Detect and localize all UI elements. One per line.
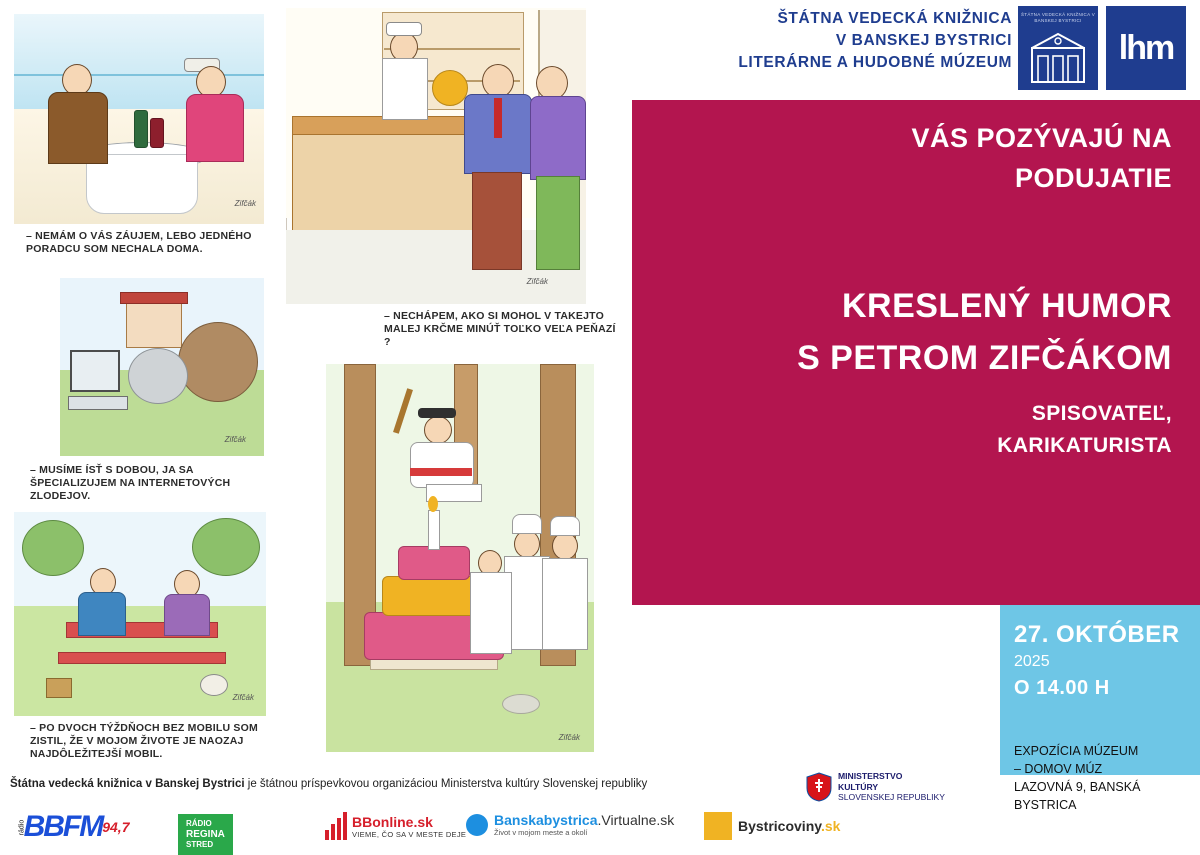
- event-subtitle-line-2: KARIKATURISTA: [997, 434, 1172, 457]
- chef-body-3: [470, 572, 512, 654]
- cartoon-dog-caption: – MUSÍME ÍSŤ S DOBOU, JA SA ŠPECIALIZUJEM NA INTERNETOVÝCH ZLODEJOV.: [30, 464, 231, 502]
- institution-line-2: V BANSKEJ BYSTRICI: [835, 32, 1012, 49]
- lhm-logo-text: lhm: [1118, 28, 1174, 67]
- robber-hat: [418, 408, 456, 418]
- cartoon-bar: [286, 8, 586, 304]
- chef-hat-2: [550, 516, 580, 536]
- invitation-panel: [632, 100, 1200, 605]
- woman-head: [536, 66, 568, 100]
- event-time: O 14.00 H: [1014, 677, 1110, 699]
- chef-hat-1: [512, 514, 542, 534]
- tree-left: [22, 520, 84, 576]
- bystricoviny-mark-icon: [704, 812, 732, 840]
- slovak-coat-of-arms-icon: [806, 772, 832, 802]
- dog-small: [128, 348, 188, 404]
- cartoon-bar-caption: – NECHÁPEM, AKO SI MOHOL V TAKEJTO MALEJ KRČME MINÚŤ TOĽKO VEĽA PEŇAZÍ ?: [384, 310, 616, 348]
- cartoon-signature: Zifčák: [526, 277, 548, 286]
- bbonline-tagline: VIEME, ČO SA V MESTE DEJE: [352, 829, 467, 839]
- robber-head: [424, 416, 452, 444]
- robber-belt: [410, 468, 472, 476]
- bbfm-name: BBFM: [23, 810, 103, 843]
- cartoon-signature: Zifčák: [234, 199, 256, 208]
- cartoon-restaurant-caption: – NEMÁM O VÁS ZÁUJEM, LEBO JEDNÉHO PORADCU SOM NECHALA DOMA.: [26, 230, 252, 255]
- event-subtitle: [632, 398, 1172, 462]
- organizer-name: Štátna vedecká knižnica v Banskej Bystrici: [10, 778, 245, 790]
- logo-group: [1018, 6, 1186, 90]
- virtualne-name: [494, 812, 674, 828]
- candle-flame: [428, 496, 438, 512]
- woman-body: [186, 94, 244, 162]
- lhm-logo: [1106, 6, 1186, 90]
- ministry-text: [838, 771, 945, 803]
- wine-bottle-second: [150, 118, 164, 148]
- woman-coat: [530, 96, 586, 180]
- regina-line-2: REGINA: [186, 829, 225, 840]
- bystricoviny-name-main: Bystricoviny: [738, 818, 821, 834]
- cartoon-bench-caption: – PO DVOCH TÝŽDŇOCH BEZ MOBILU SOM ZISTIL, ŽE V MOJOM ŽIVOTE JE NAOZAJ NAJDÔLEŽITEJŠÍ MOBIL.: [30, 722, 258, 760]
- customer-head: [482, 64, 514, 98]
- poster-header: [632, 0, 1200, 100]
- organizer-rest: je štátnou príspevkovou organizáciou Ministerstva kultúry Slovenskej republiky: [244, 778, 648, 790]
- regina-line-3: STRED: [186, 840, 214, 849]
- ministry-line-2: KULTÚRY: [838, 781, 879, 792]
- event-date: 27. OKTÓBER: [1014, 621, 1180, 648]
- chef-head-2: [552, 532, 578, 560]
- bystricoviny-name-suffix: .sk: [821, 818, 841, 834]
- ministry-logo: [806, 770, 986, 804]
- bag: [46, 678, 72, 698]
- venue-line-2: – DOMOV MÚZ: [1014, 762, 1103, 776]
- institution-line-3: LITERÁRNE A HUDOBNÉ MÚZEUM: [738, 54, 1012, 71]
- cartoon-signature: Zifčák: [558, 733, 580, 742]
- regina-line-1: RÁDIO: [186, 819, 212, 828]
- institution-line-1: ŠTÁTNA VEDECKÁ KNIŽNICA: [777, 10, 1012, 27]
- customer-legs: [472, 172, 522, 270]
- event-title: [632, 280, 1172, 384]
- man-body: [78, 592, 126, 636]
- sponsor-banskabystrica-virtualne[interactable]: [466, 812, 674, 837]
- event-year: 2025: [1014, 653, 1050, 670]
- ministry-line-3: SLOVENSKEJ REPUBLIKY: [838, 792, 945, 803]
- chef-head-1: [514, 530, 540, 558]
- cartoon-signature: Zifčák: [232, 693, 254, 702]
- svk-logo: [1018, 6, 1098, 90]
- sponsor-bbfm[interactable]: [14, 810, 129, 844]
- bbonline-name: BBonline.sk: [352, 813, 433, 830]
- bbfm-frequency: 94,7: [102, 819, 130, 835]
- organizer-note: [10, 778, 810, 790]
- artwork-area: [0, 0, 632, 775]
- event-title-line-1: KRESLENÝ HUMOR: [841, 287, 1172, 325]
- cartoon-signature: Zifčák: [224, 435, 246, 444]
- cake-layer-top: [398, 546, 470, 580]
- event-subtitle-line-1: SPISOVATEĽ,: [1031, 402, 1172, 425]
- cartoon-restaurant: [14, 14, 264, 224]
- tree-right: [192, 518, 260, 576]
- robber-body: [410, 442, 474, 488]
- venue-block: [1014, 742, 1200, 814]
- ministry-line-1: MINISTERSTVO: [838, 771, 903, 782]
- event-title-line-2: S PETROM ZIFČÁKOM: [797, 339, 1172, 377]
- barman-body: [382, 58, 428, 120]
- keyboard: [68, 396, 128, 410]
- monitor: [70, 350, 120, 392]
- institution-names: [632, 8, 1012, 74]
- virtualne-globe-icon: [466, 814, 488, 836]
- library-building-icon: [1018, 14, 1098, 94]
- svk-logo-caption: ŠTÁTNA VEDECKÁ KNIŽNICA V BANSKEJ BYSTRICI: [1020, 12, 1095, 23]
- dog-small: [200, 674, 228, 696]
- invitation-line-2: PODUJATIE: [1014, 163, 1172, 193]
- doghouse: [126, 300, 182, 348]
- wine-bottle: [134, 110, 148, 148]
- horizon-line: [14, 74, 264, 76]
- candle: [428, 510, 440, 550]
- virtualne-name-suffix: .Virtualne.sk: [597, 812, 675, 828]
- golden-glass: [432, 70, 468, 106]
- cartoon-park-bench: [14, 512, 266, 716]
- dog-big: [178, 322, 258, 402]
- invitation-text: [632, 118, 1172, 198]
- bystricoviny-name: [738, 818, 840, 834]
- man-body: [48, 92, 108, 164]
- sponsor-bbonline[interactable]: [325, 812, 466, 840]
- virtualne-name-main: Banskabystrica: [494, 812, 598, 828]
- woman-trousers: [536, 176, 580, 270]
- stone: [502, 694, 540, 714]
- barman-hat: [386, 22, 422, 36]
- sponsor-bystricoviny[interactable]: [704, 812, 840, 840]
- invitation-line-1: VÁS POZÝVAJÚ NA: [911, 123, 1172, 153]
- woman-body: [164, 594, 210, 636]
- venue-line-1: EXPOZÍCIA MÚZEUM: [1014, 744, 1139, 758]
- sponsor-bar: [0, 808, 1200, 849]
- chef-body-2: [542, 558, 588, 650]
- cartoon-cake-forest: [326, 364, 594, 752]
- bar-counter-front: [292, 134, 486, 232]
- cartoon-dog-computer: [60, 278, 264, 456]
- bench-seat: [58, 652, 226, 664]
- virtualne-tagline: Život v mojom meste a okolí: [494, 828, 588, 837]
- doghouse-roof: [120, 292, 188, 304]
- customer-tie: [494, 98, 502, 138]
- venue-line-3: LAZOVNÁ 9, BANSKÁ BYSTRICA: [1014, 780, 1141, 812]
- bbfm-radio-label: rádio: [18, 819, 26, 835]
- bbonline-bars-icon: [325, 812, 347, 840]
